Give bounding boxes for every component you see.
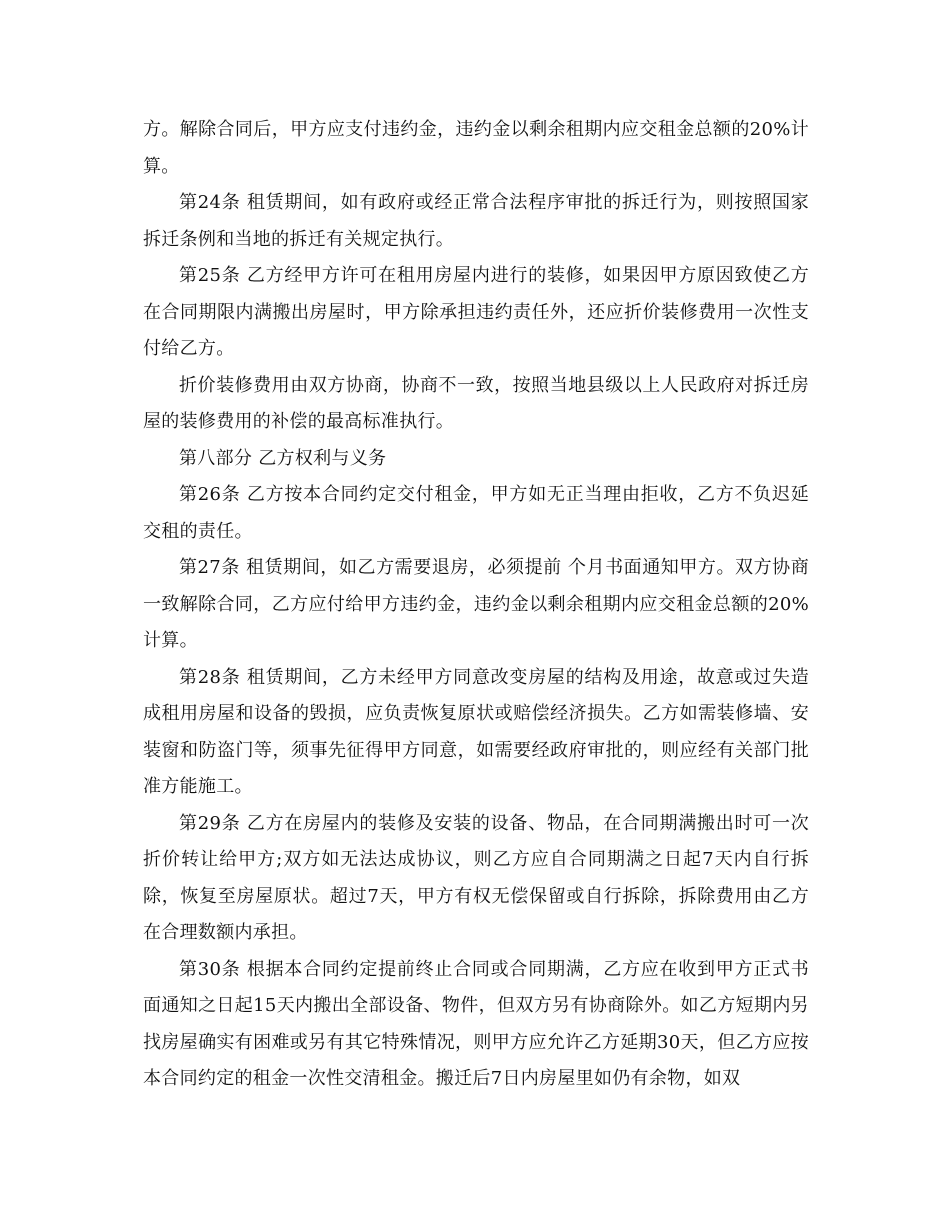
document-body [143, 112, 809, 1098]
paragraph-continuation: 方。解除合同后，甲方应支付违约金，违约金以剩余租期内应交租金总额的20%计算。 [143, 119, 809, 177]
paragraph-article-26: 第26条 乙方按本合同约定交付租金，甲方如无正当理由拒收，乙方不负迟延交租的责任。 [143, 484, 809, 542]
paragraph-article-30: 第30条 根据本合同约定提前终止合同或合同期满，乙方应在收到甲方正式书面通知之日起15天内搬出全部设备、物件，但双方另有协商除外。如乙方短期内另找房屋确实有困难或另有其它特殊情况，则甲方应允许乙方延期30天，但乙方应按本合同约定的租金一次性交清租金。搬迁后7日内房屋里如仍有余物，如双 [143, 958, 809, 1089]
paragraph-article-27: 第27条 租赁期间，如乙方需要退房，必须提前 个月书面通知甲方。双方协商一致解除合同，乙方应付给甲方违约金，违约金以剩余租期内应交租金总额的20%计算。 [143, 557, 809, 651]
paragraph-renovation-compensation: 折价装修费用由双方协商，协商不一致，按照当地县级以上人民政府对拆迁房屋的装修费用的补偿的最高标准执行。 [143, 374, 809, 432]
paragraph-article-28: 第28条 租赁期间，乙方未经甲方同意改变房屋的结构及用途，故意或过失造成租用房屋和设备的毁损，应负责恢复原状或赔偿经济损失。乙方如需装修墙、安装窗和防盗门等，须事先征得甲方同意，如需要经政府审批的，则应经有关部门批准方能施工。 [143, 666, 809, 797]
paragraph-article-24: 第24条 租赁期间，如有政府或经正常合法程序审批的拆迁行为，则按照国家拆迁条例和当地的拆迁有关规定执行。 [143, 192, 809, 250]
paragraph-article-25: 第25条 乙方经甲方许可在租用房屋内进行的装修，如果因甲方原因致使乙方在合同期限内满搬出房屋时，甲方除承担违约责任外，还应折价装修费用一次性支付给乙方。 [143, 265, 809, 359]
section-heading-part-8: 第八部分 乙方权利与义务 [179, 447, 387, 469]
paragraph-article-29: 第29条 乙方在房屋内的装修及安装的设备、物品，在合同期满搬出时可一次折价转让给甲方;双方如无法达成协议，则乙方应自合同期满之日起7天内自行拆除，恢复至房屋原状。超过7天，甲方有权无偿保留或自行拆除，拆除费用由乙方在合理数额内承担。 [143, 812, 809, 943]
